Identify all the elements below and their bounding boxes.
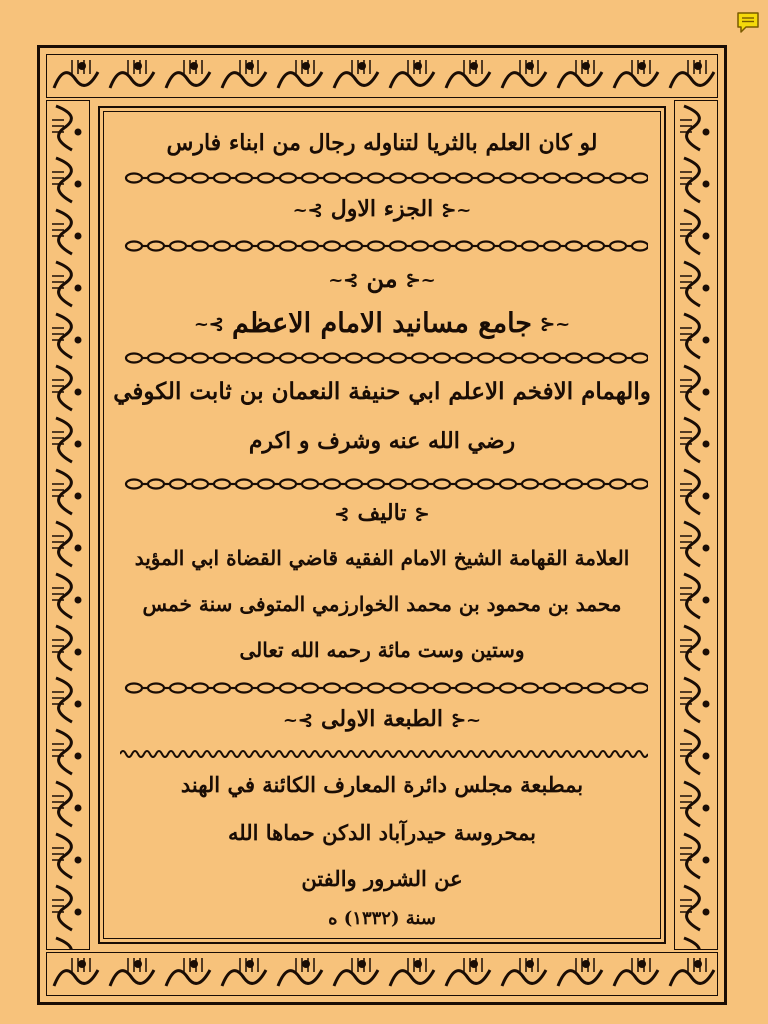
chain-divider [120, 476, 648, 492]
wavy-divider [120, 748, 648, 760]
right-flourish-icon: ⊱~ [282, 709, 314, 731]
chain-divider [120, 170, 648, 186]
publisher-line-2: بمحروسة حيدرآباد الدكن حماها الله [228, 820, 536, 845]
right-flourish-icon: ⊱~ [328, 270, 359, 291]
publisher-line-3: عن الشرور والفتن [301, 866, 463, 891]
publisher-line-1: بمطبعة مجلس دائرة المعارف الكائنة في الهند [180, 772, 584, 797]
from-heading [100, 264, 664, 293]
author-line-3: وستين وست مائة رحمه الله تعالى [239, 638, 525, 662]
right-flourish-icon: ⊱~ [193, 314, 224, 335]
note-icon[interactable] [735, 10, 761, 36]
volume-label: الجزء الاول [330, 196, 434, 222]
book-title-heading [100, 308, 664, 339]
left-flourish-icon: ~⊰ [441, 199, 472, 221]
bottom-decorative-border [46, 952, 718, 996]
title-page [37, 45, 727, 1005]
subject-line-1: والهمام الافخم الاعلم ابي حنيفة النعمان بن ثابت الكوفي [113, 378, 651, 405]
from-label: من [366, 264, 398, 293]
author-line-2: محمد بن محمود بن محمد الخوارزمي المتوفى سنة خمس [142, 592, 622, 616]
right-flourish-icon: ⊱~ [292, 199, 323, 221]
publication-year: سنة (١٣٣٢) ه [328, 908, 436, 929]
top-decorative-border [46, 54, 718, 98]
left-flourish-icon: ~⊰ [540, 314, 571, 335]
author-line-1: العلامة القهامة الشيخ الامام الفقيه قاضي القضاة ابي المؤيد [134, 546, 630, 570]
chain-divider [120, 350, 648, 366]
left-flourish-icon: ⊰ [414, 503, 430, 525]
edition-heading [100, 706, 664, 732]
edition-label: الطبعة الاولى [321, 706, 443, 732]
text-panel [98, 106, 666, 944]
volume-heading [100, 196, 664, 222]
chain-divider [120, 680, 648, 696]
authorship-label: تاليف [357, 500, 407, 526]
book-title: جامع مسانيد الامام الاعظم [232, 308, 532, 339]
left-flourish-icon: ~⊰ [405, 270, 436, 291]
left-flourish-icon: ~⊰ [450, 709, 482, 731]
motto-line: لو كان العلم بالثريا لتناوله رجال من ابناء فارس [166, 130, 598, 156]
chain-divider [120, 238, 648, 254]
right-flourish-icon: ⊱ [334, 503, 350, 525]
authorship-heading [100, 500, 664, 526]
left-decorative-border [46, 100, 90, 950]
right-decorative-border [674, 100, 718, 950]
subject-line-2: رضي الله عنه وشرف و اكرم [248, 428, 516, 454]
